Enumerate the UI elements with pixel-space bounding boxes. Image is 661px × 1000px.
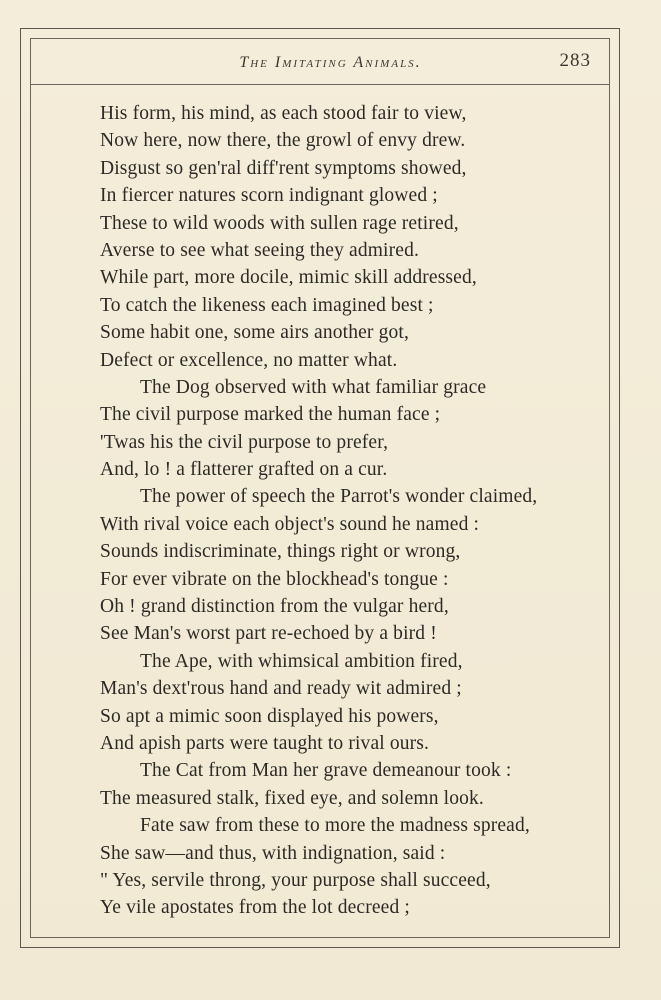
poem-line: And apish parts were taught to rival ours. [100,732,430,754]
poem-text [100,100,600,922]
poem-line: Man's dext'rous hand and ready wit admired ; [100,678,462,700]
poem-line: To catch the likeness each imagined best ; [100,294,434,316]
poem-line: Ye vile apostates from the lot decreed ; [100,897,410,919]
running-title: The Imitating Animals. [239,54,422,71]
poem-line: Fate saw from these to more the madness spread, [140,815,530,837]
poem-line: The power of speech the Parrot's wonder claimed, [140,486,538,508]
poem-line: While part, more docile, mimic skill addressed, [100,267,477,289]
poem-line: So apt a mimic soon displayed his powers, [100,705,439,727]
poem-line: The Dog observed with what familiar grace [140,376,487,398]
poem-line: Oh ! grand distinction from the vulgar herd, [100,596,449,618]
poem-line: Defect or excellence, no matter what. [100,349,398,371]
poem-line: In fiercer natures scorn indignant glowed ; [100,185,438,207]
poem-line: The Cat from Man her grave demeanour took : [140,760,512,782]
header-rule [31,84,609,85]
poem-line: " Yes, servile throng, your purpose shall succeed, [100,869,491,891]
poem-line: 'Twas his the civil purpose to prefer, [100,431,389,453]
page-number: 283 [559,50,591,71]
poem-line: Now here, now there, the growl of envy drew. [100,130,466,152]
poem-line: His form, his mind, as each stood fair to view, [100,103,467,124]
poem-line: See Man's worst part re-echoed by a bird ! [100,623,437,645]
poem-line: For ever vibrate on the blockhead's tongue : [100,568,449,590]
poem-line: Disgust so gen'ral diff'rent symptoms showed, [100,157,467,179]
poem-line: The measured stalk, fixed eye, and solemn look. [100,787,484,809]
poem-line: Averse to see what seeing they admired. [100,239,420,261]
poem-line: She saw—and thus, with indignation, said : [100,842,446,864]
poem-line: With rival voice each object's sound he named : [100,513,480,535]
poem-line: The Ape, with whimsical ambition fired, [140,650,463,672]
poem-line: Sounds indiscriminate, things right or wrong, [100,541,461,563]
poem-line: Some habit one, some airs another got, [100,322,409,344]
poem-line: The civil purpose marked the human face ; [100,404,441,426]
poem-line: These to wild woods with sullen rage retired, [100,212,459,234]
poem-line: And, lo ! a flatterer grafted on a cur. [100,459,388,481]
